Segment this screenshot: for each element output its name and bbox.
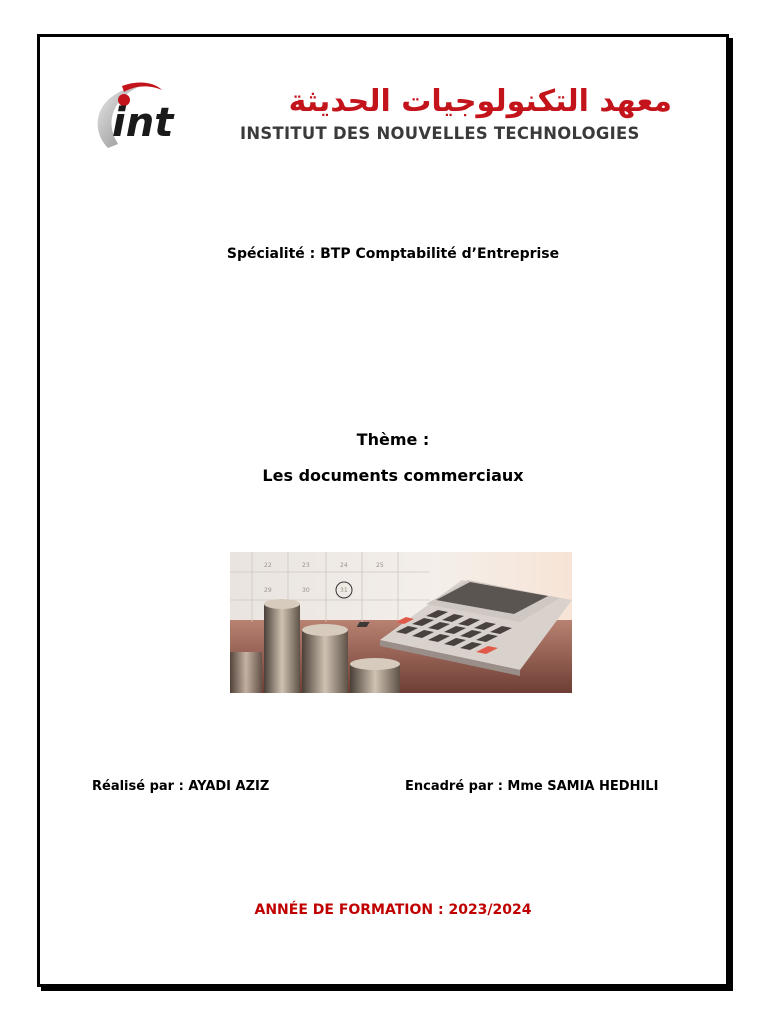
calendar-day-22: 22 [264, 562, 272, 569]
calendar-day-31: 31 [340, 587, 348, 594]
int-logo-icon [88, 78, 218, 163]
institute-arabic-name: معهد التكنولوجيات الحديثة [288, 84, 672, 119]
calculator-coins-photo [230, 552, 572, 693]
institute-french-name: INSTITUT DES NOUVELLES TECHNOLOGIES [240, 124, 640, 143]
theme-label: Thème : [356, 430, 430, 449]
encadre-par: Encadré par : Mme SAMIA HEDHILI [405, 779, 659, 794]
calendar-day-23: 23 [302, 562, 310, 569]
institute-logo [88, 78, 678, 163]
int-logo-text: int [112, 100, 174, 146]
page-border [37, 34, 729, 987]
calendar-day-30: 30 [302, 587, 310, 594]
theme-title: Les documents commerciaux [262, 466, 524, 485]
specialite-line: Spécialité : BTP Comptabilité d’Entreprise [226, 246, 560, 262]
calendar-day-25: 25 [376, 562, 384, 569]
realise-par: Réalisé par : AYADI AZIZ [92, 779, 270, 794]
annee-formation: ANNÉE DE FORMATION : 2023/2024 [254, 902, 532, 918]
calendar-day-24: 24 [340, 562, 348, 569]
calendar-day-29: 29 [264, 587, 272, 594]
